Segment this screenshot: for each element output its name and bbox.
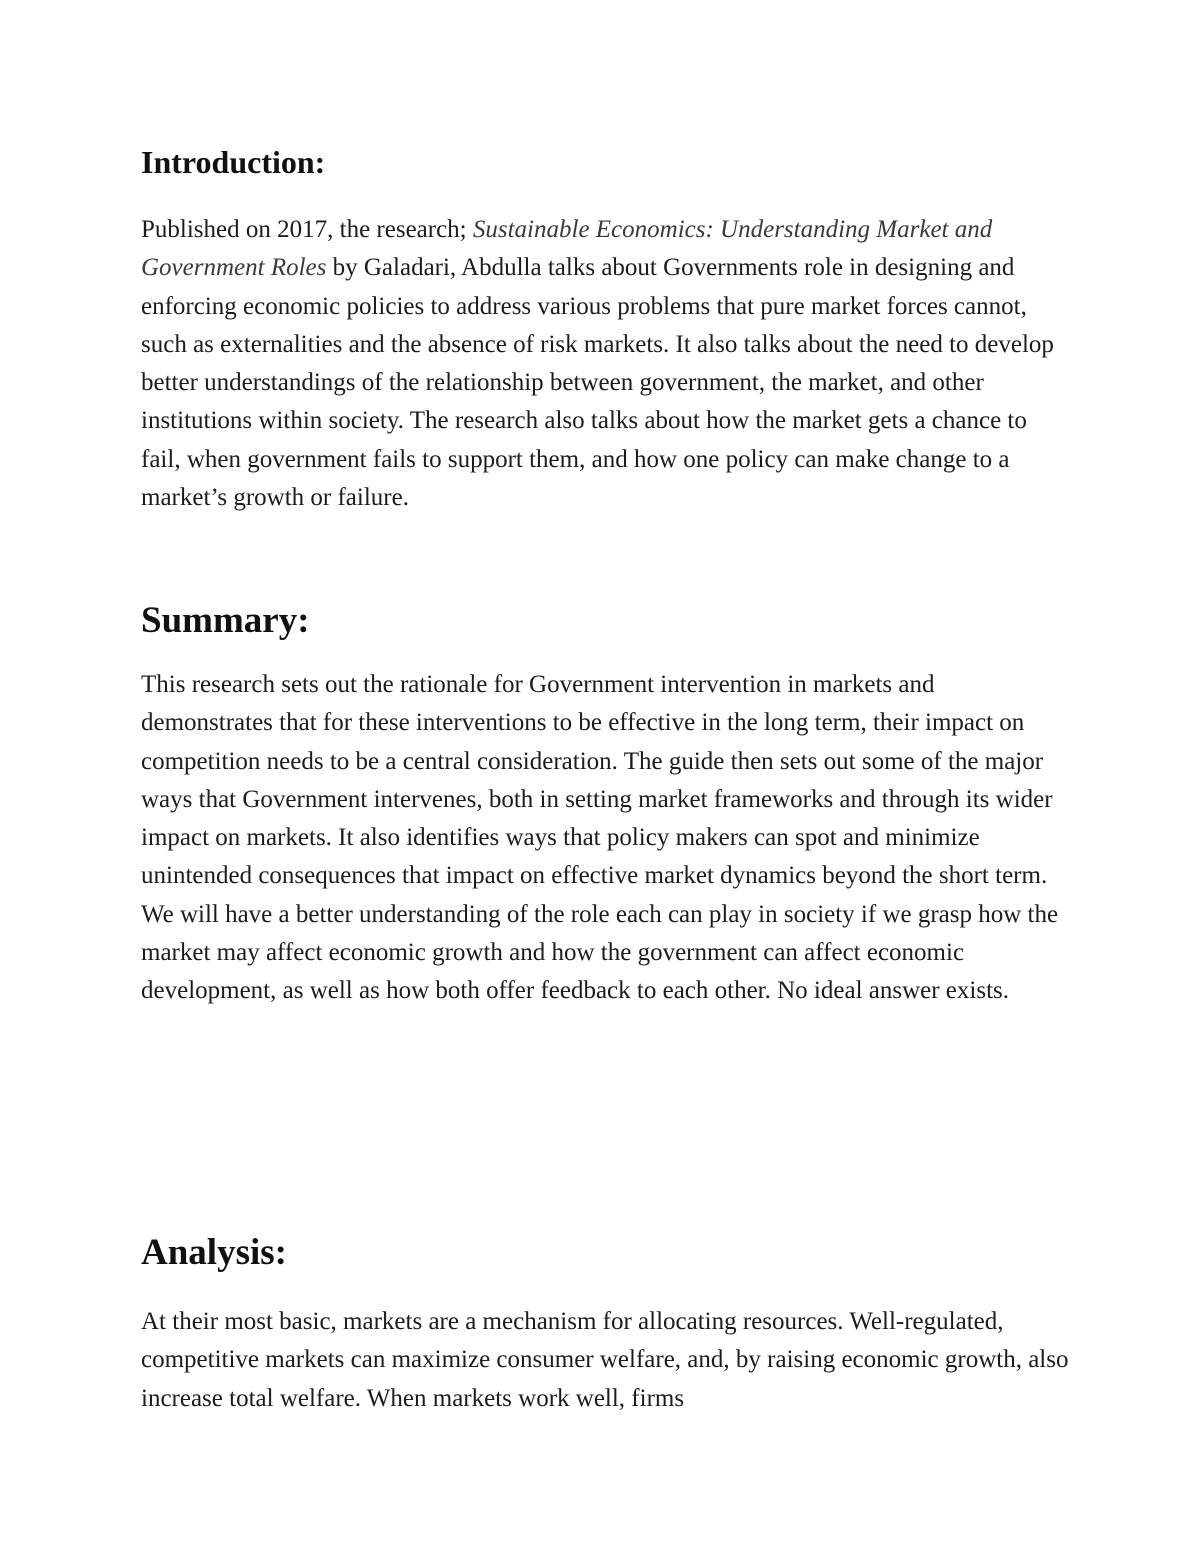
summary-heading: Summary: — [141, 600, 310, 641]
introduction-heading: Introduction: — [141, 144, 326, 180]
introduction-text-start: Published on 2017, the research; — [141, 216, 473, 243]
research-title: Sustainable Economics: Understanding Market and Government Roles — [141, 216, 993, 282]
analysis-heading: Analysis: — [141, 1232, 287, 1273]
introduction-text-rest: by Galadari, Abdulla talks about Governments role in designing and enforcing economic policies to address various problems that pure market forces cannot, such as externalities and the absence of risk markets. It also talks about the need to develop better understandings of the relationship between government, the market, and other institutions within society. The research also talks about how the market gets a chance to fail, when government fails to support them, and how one policy can make change to a market’s growth or failure. — [141, 254, 1054, 512]
summary-paragraph: This research sets out the rationale for Government intervention in markets and demonstrates that for these interventions to be effective in the long term, their impact on competition needs to be a central consideration. The guide then sets out some of the major ways that Government intervenes, both in setting market frameworks and through its wider impact on markets. It also identifies ways that policy makers can spot and minimize unintended consequences that impact on effective market dynamics beyond the short term. We will have a better understanding of the role each can play in society if we grasp how the market may affect economic growth and how the government can affect economic development, as well as how both offer feedback to each other. No ideal answer exists. — [141, 671, 1059, 1005]
analysis-paragraph: At their most basic, markets are a mechanism for allocating resources. Well-regulated, competitive markets can maximize consumer welfare, and, by raising economic growth, also increase total welfare. When markets work well, firms — [141, 1308, 1069, 1412]
introduction-paragraph — [141, 211, 1071, 517]
